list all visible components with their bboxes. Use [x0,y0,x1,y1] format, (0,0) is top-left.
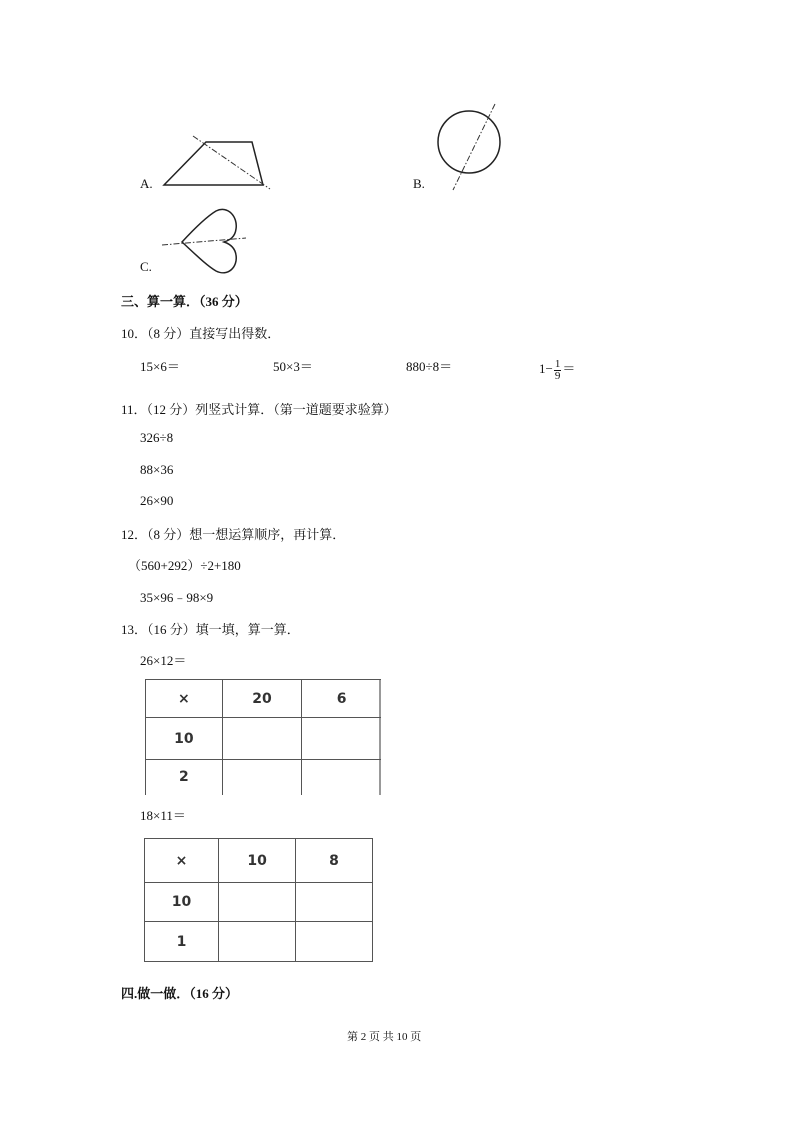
table-row-header: 1 [145,922,219,962]
table-header-cell: 10 [219,839,296,883]
answer-cell[interactable] [302,718,381,760]
q10-item-4-suffix: ＝ [562,361,576,376]
fraction-denominator: 9 [554,369,561,382]
multiplication-table-2 [144,838,373,962]
table-header-cell: 8 [296,839,373,883]
answer-cell[interactable] [219,883,296,922]
figure-trapezoid [160,133,280,193]
q10-item-1: 15×6＝ [140,359,180,374]
page-footer: 第 2 页 共 10 页 [347,1031,422,1043]
section3-title: 三、算一算．（36 分） [121,294,248,309]
answer-cell[interactable] [222,760,302,795]
table-row-header: 10 [145,883,219,922]
table-header-cell: × [145,839,219,883]
fraction [554,359,562,382]
q11-item-1: 326÷8 [140,430,174,445]
answer-cell[interactable] [296,922,373,962]
answer-cell[interactable] [302,760,381,795]
table-header-cell: 6 [302,680,381,718]
q10-item-4-prefix: 1− [539,361,553,376]
q13-prompt: 13．（16 分）填一填，算一算． [121,622,300,637]
q10-item-3: 880÷8＝ [406,359,453,374]
option-b-label: B. [413,176,425,191]
q12-prompt: 12．（8 分）想一想运算顺序，再计算． [121,527,346,542]
q10-item-2: 50×3＝ [273,359,313,374]
q10-item-4 [539,358,575,382]
table-row-header: 2 [146,760,223,795]
answer-cell[interactable] [296,883,373,922]
q12-item-2: 35×96﹣98×9 [140,590,214,605]
q10-prompt: 10．（8 分）直接写出得数． [121,326,281,341]
q13-expr-2: 18×11＝ [140,808,186,823]
table-row-header: 10 [146,718,223,760]
option-c-label: C. [140,259,152,274]
table-header-cell: × [146,680,223,718]
figure-heart [160,207,260,277]
table-header-cell: 20 [222,680,302,718]
figure-circle [430,100,510,200]
q13-expr-1: 26×12＝ [140,653,187,668]
option-a-label: A. [140,176,153,191]
answer-cell[interactable] [219,922,296,962]
multiplication-table-1 [145,679,381,795]
q11-item-3: 26×90 [140,493,174,508]
q11-item-2: 88×36 [140,462,174,477]
answer-cell[interactable] [222,718,302,760]
section4-title: 四.做一做．（16 分） [121,986,239,1001]
fraction-numerator: 1 [554,357,561,370]
q12-item-1: （560+292）÷2+180 [128,558,241,573]
table-1-edge-lines [379,679,381,795]
q11-prompt: 11．（12 分）列竖式计算．（第一道题要求验算） [121,402,397,417]
